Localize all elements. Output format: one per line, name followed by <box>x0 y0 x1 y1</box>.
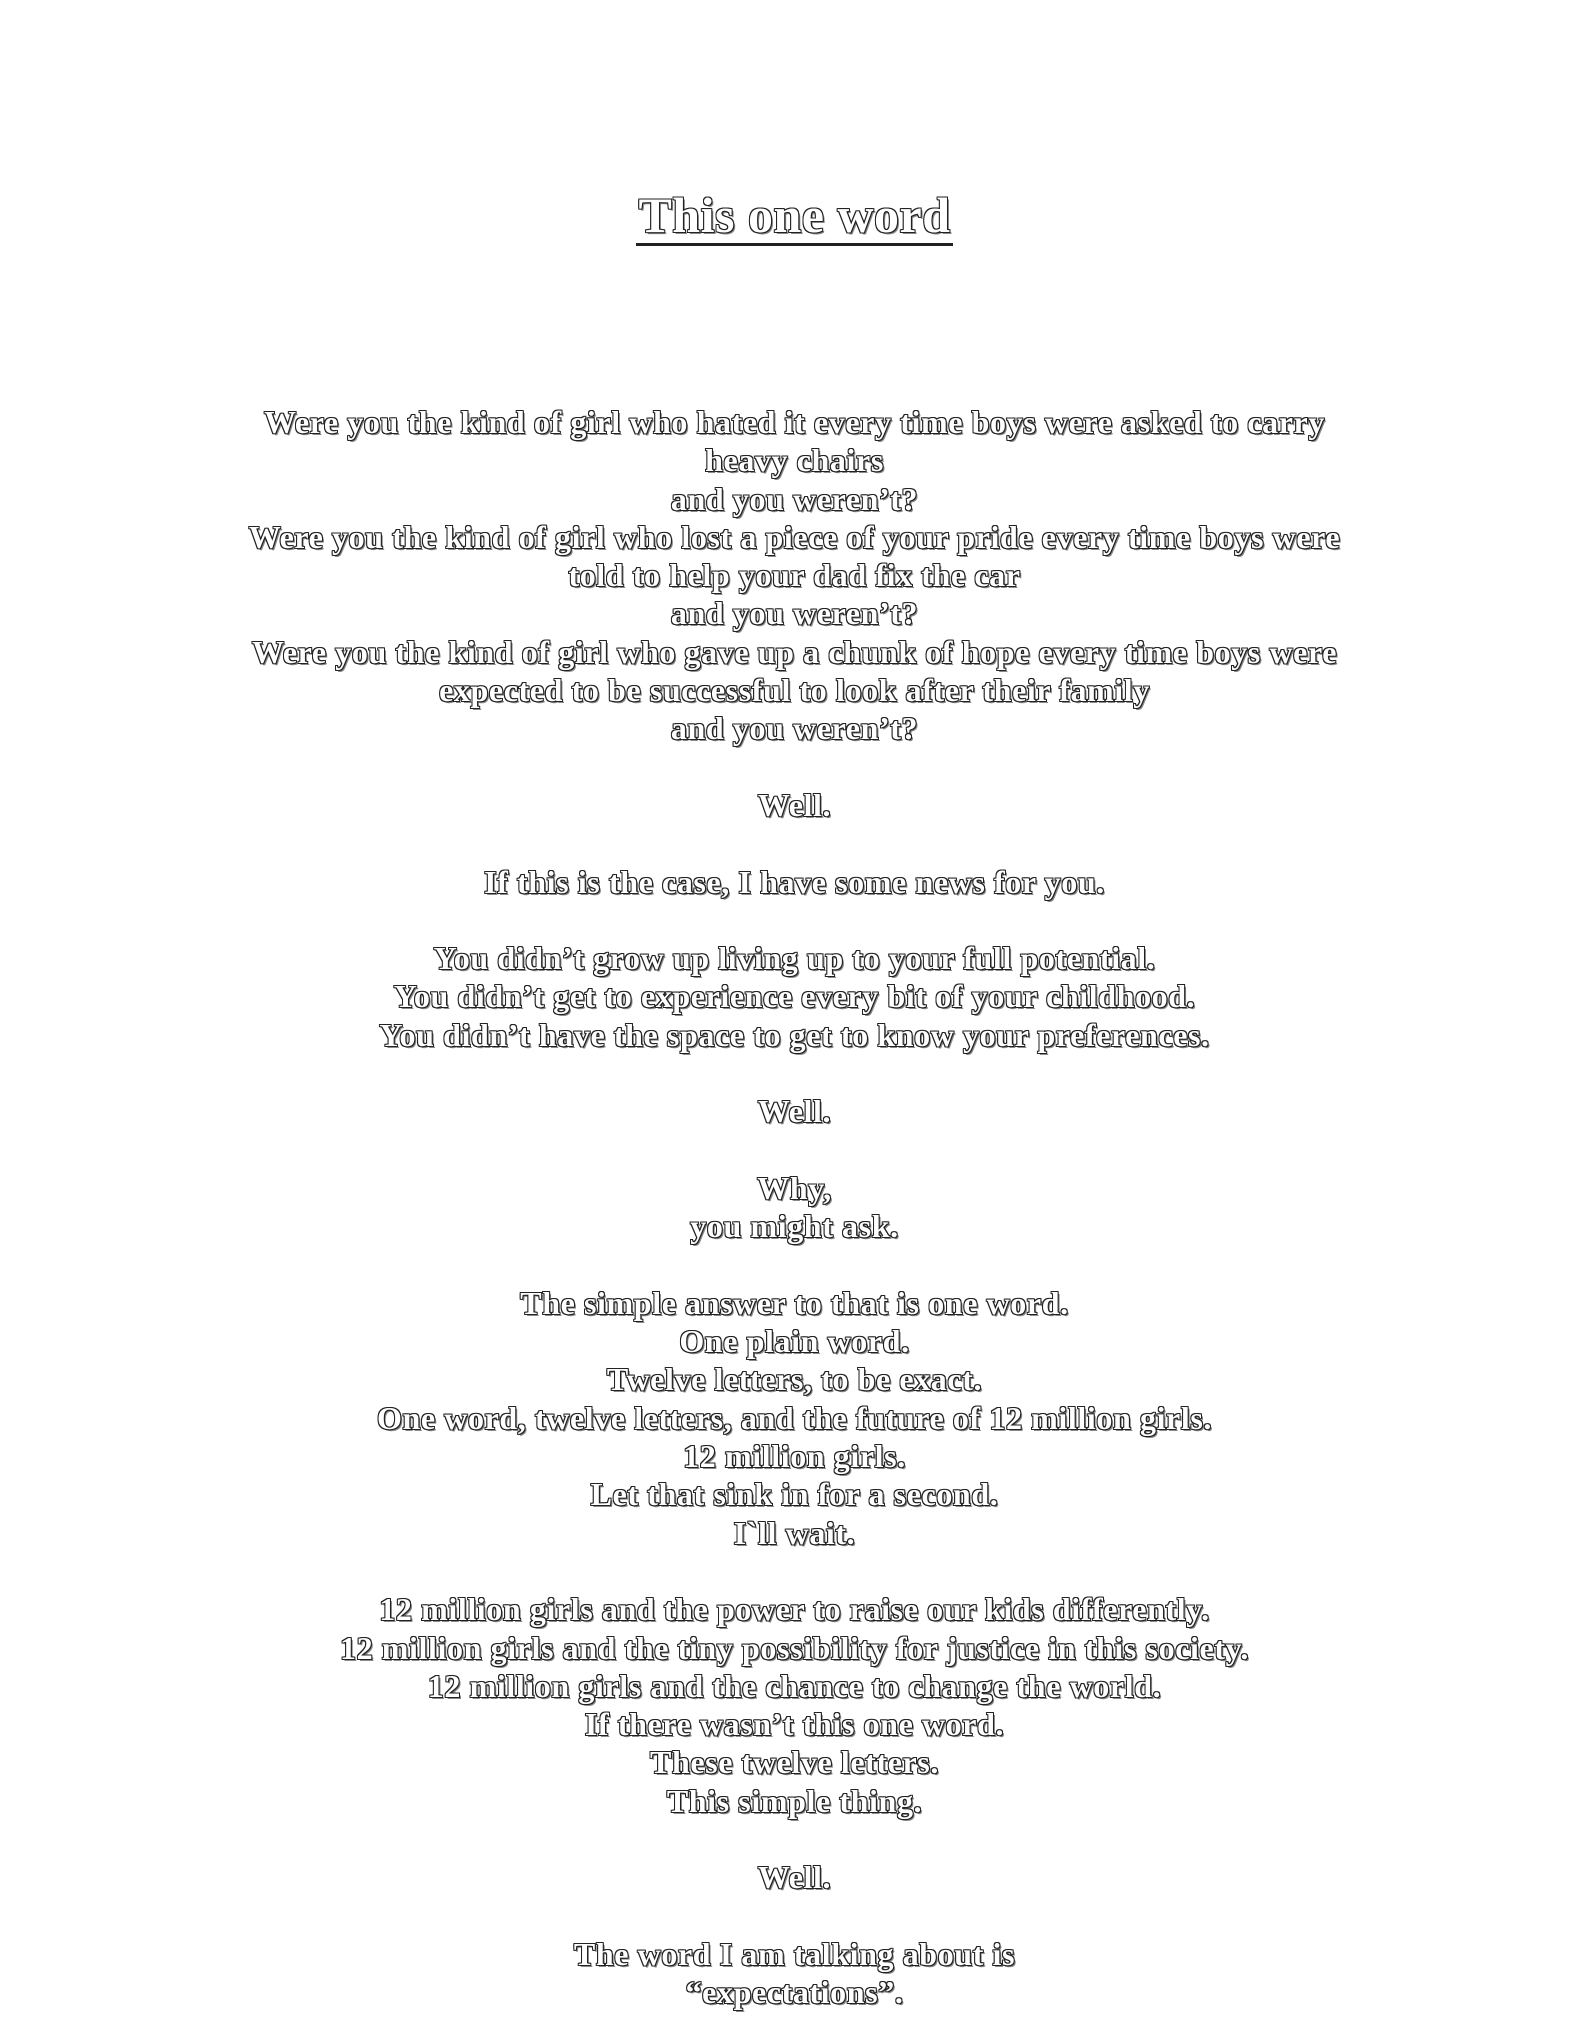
stanza-break <box>150 1246 1439 1284</box>
poem-line: You didn’t get to experience every bit of your childhood. <box>393 978 1196 1015</box>
poem-line: “expectations”. <box>685 1974 904 2011</box>
stanza-break <box>150 1897 1439 1935</box>
stanza <box>150 863 1439 901</box>
stanza <box>150 1092 1439 1130</box>
poem-line: Well. <box>757 1859 832 1896</box>
poem-line: If this is the case, I have some news for you. <box>484 863 1105 900</box>
poem-line: 12 million girls and the power to raise our kids differently. <box>379 1591 1210 1628</box>
poem-line: These twelve letters. <box>650 1744 939 1781</box>
stanza <box>150 939 1439 1054</box>
poem-line: If there wasn’t this one word. <box>584 1706 1005 1743</box>
poem-line: This simple thing. <box>666 1782 923 1819</box>
poem-body <box>150 403 1439 2011</box>
poem-title <box>0 185 1589 246</box>
poem-line: you might ask. <box>690 1208 899 1245</box>
poem-line: 12 million girls and the tiny possibility for justice in this society. <box>339 1629 1250 1666</box>
poem-line: You didn’t grow up living up to your full potential. <box>433 940 1156 977</box>
poem-line: Were you the kind of girl who lost a piece of your pride every time boys were <box>248 518 1341 555</box>
stanza <box>150 403 1439 748</box>
poem-line: One plain word. <box>679 1323 910 1360</box>
poem-line: heavy chairs <box>705 442 884 479</box>
poem-line: 12 million girls and the chance to change the world. <box>427 1667 1162 1704</box>
stanza-break <box>150 1820 1439 1858</box>
poem-line: and you weren’t? <box>670 480 919 517</box>
poem-line: Let that sink in for a second. <box>590 1476 999 1513</box>
stanza <box>150 1284 1439 1552</box>
stanza <box>150 1169 1439 1246</box>
poem-line: and you weren’t? <box>670 595 919 632</box>
poem-line: Why, <box>757 1169 832 1206</box>
poem-title-text: This one word <box>636 187 952 246</box>
poem-line: One word, twelve letters, and the future of 12 million girls. <box>376 1399 1213 1436</box>
poem-line: The word I am talking about is <box>573 1935 1016 1972</box>
poem-line: Twelve letters, to be exact. <box>606 1361 983 1398</box>
stanza-break <box>150 1054 1439 1092</box>
poem-line: 12 million girls. <box>683 1438 906 1475</box>
poem-line: told to help your dad fix the car <box>568 557 1021 594</box>
stanza-break <box>150 901 1439 939</box>
poem-line: The simple answer to that is one word. <box>520 1284 1069 1321</box>
poem-line: Well. <box>757 1093 832 1130</box>
poem-line: You didn’t have the space to get to know your preferences. <box>379 1016 1210 1053</box>
poem-line: I`ll wait. <box>733 1514 856 1551</box>
stanza-break <box>150 824 1439 862</box>
stanza <box>150 1590 1439 1820</box>
stanza <box>150 1935 1439 2012</box>
stanza <box>150 786 1439 824</box>
stanza-break <box>150 1552 1439 1590</box>
stanza <box>150 1858 1439 1896</box>
poem-line: Were you the kind of girl who hated it every time boys were asked to carry <box>264 404 1325 440</box>
poem-line: expected to be successful to look after their family <box>439 672 1150 709</box>
poem-line: and you weren’t? <box>670 710 919 747</box>
stanza-break <box>150 1131 1439 1169</box>
poem-line: Were you the kind of girl who gave up a chunk of hope every time boys were <box>252 633 1337 670</box>
poem-line: Well. <box>757 786 832 823</box>
stanza-break <box>150 748 1439 786</box>
